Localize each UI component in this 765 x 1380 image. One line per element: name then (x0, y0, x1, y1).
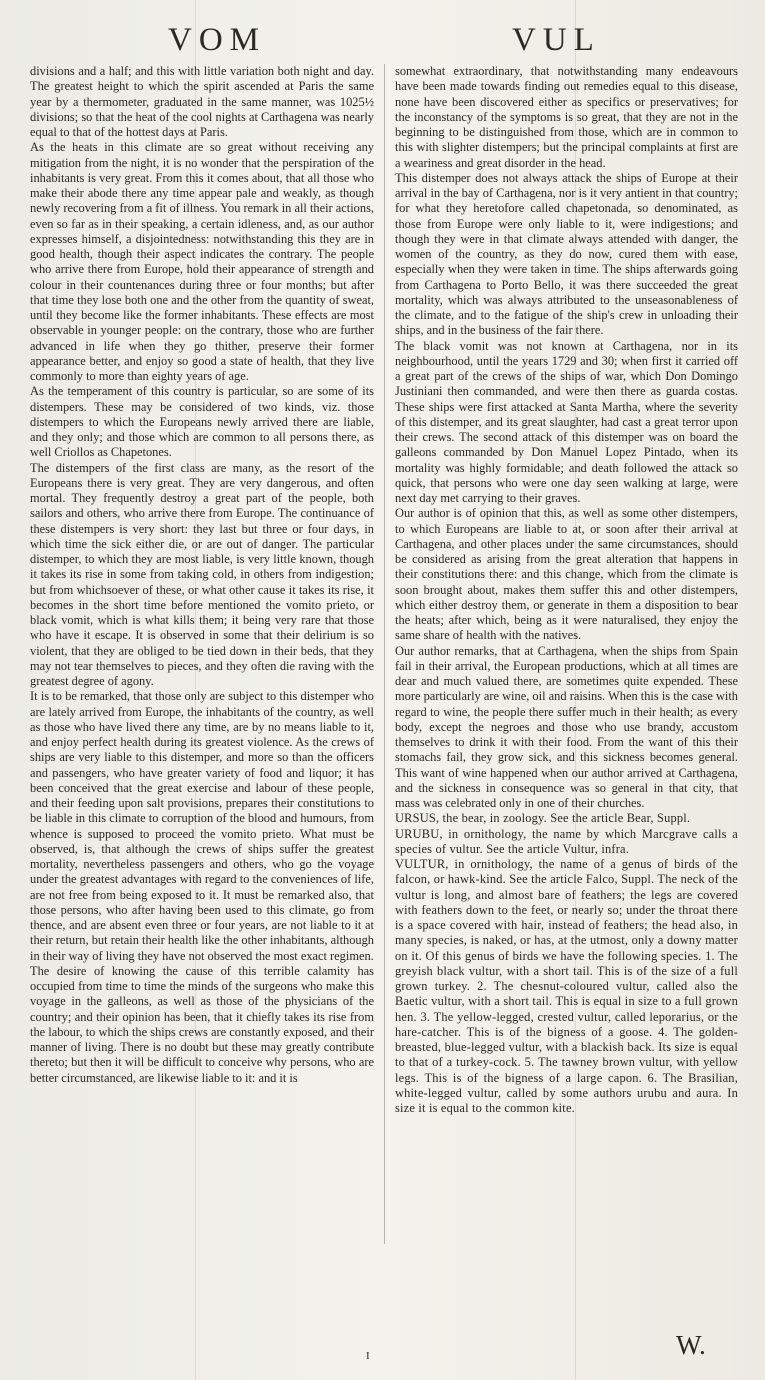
running-head-right: VUL (512, 22, 601, 58)
paragraph: Our author remarks, that at Carthagena, when the ships from Spain fail in their arrival, the European productions, which at all times are dear and much valued there, are sometimes quite expended. These more particularly are wine, oil and raisins. When this is the case with regard to wine, the people there suffer much in their health; as every body, except the negroes and those who use brandy, accustom themselves to drink it with their food. From the want of this their stomachs fail, they grow sick, and this sickness becomes general. This want of wine happened when our author arrived at Carthagena, and the sickness in consequence was so general in that city, that mass was celebrated only in one of their churches. (395, 643, 738, 810)
paragraph: divisions and a half; and this with little variation both night and day. The greatest height to which the spirit ascended at Paris the same year by a thermometer, graduated in the same manner, was 1025½ divisions; so that the heat of the cool nights at Carthagena was nearly equal to that of the hottest days at Paris. (30, 64, 374, 139)
paragraph: The distempers of the first class are many, as the resort of the Europeans there is very great. They are very dangerous, and often mortal. They frequently destroy a great part of the people, both sailors and others, who arrive there from Europe. The continuance of these distempers is very short: they last but three or four days, in which time the sick either die, or are out of danger. The particular distemper, to which they are most liable, is very little known, though it takes its rise in some from taking cold, in others from indigestion; but from whichsoever of these, or what other cause it takes its rise, it becomes in the short time before mentioned the vomito prieto, or black vomit, which is what kills them; it being very rare that those who have it escape. It is observed in some that their delirium is so violent, that they are obliged to be tied down in their beds, that they may not tear themselves to pieces, and they often die raving with the greatest degree of agony. (30, 460, 374, 688)
entry-vultur: VULTUR, in ornithology, the name of a genus of birds of the falcon, or hawk-kind. See the article Falco, Suppl. The neck of the vultur is long, and almost bare of feathers; the legs are covered with feathers down to the feet, or nearly so; under the throat there is a space covered with hair, instead of feathers; the head also, in many species, is naked, or has, at the utmost, only a downy matter on it. Of this genus of birds we have the following species. 1. The greyish black vultur, with a short tail. This is of the size of a full grown turkey. 2. The chesnut-coloured vultur, called also the Baetic vultur, with a short tail. This is equal in size to a full grown hen. 3. The yellow-legged, crested vultur, called leporarius, or the hare-catcher. This is of the bigness of a goose. 4. The golden-breasted, blue-legged vultur, with a blackish back. Its size is equal to that of a turkey-cock. 5. The tawney brown vultur, with yellow legs. This is of the bigness of a large capon. 6. The Brasilian, white-legged vultur, called by some authors urubu and aura. In size it is equal to the common kite. (395, 857, 738, 1115)
catchword: W. (676, 1330, 706, 1360)
paragraph: The desire of knowing the cause of this terrible calamity has occupied from time to time the minds of the surgeons who make this voyage in the galleons, as well as those of the physicians of the country; and their opinion has been, that it chiefly takes its rise from the labour, to which the ships crews are constantly exposed, and their manner of living. There is no doubt but these may greatly contribute thereto; but then it will be difficult to conceive why persons, who are better circumstanced, are likewise liable to it: and it is (30, 963, 374, 1085)
left-column (30, 64, 374, 1086)
paragraph: As the temperament of this country is particular, so are some of its distempers. These may be considered of two kinds, viz. those distempers to which the Europeans newly arrived there are liable, and they only; and those which are common to all persons there, as well Criollos as Chapetones. (30, 384, 374, 460)
column-divider (384, 64, 385, 1244)
paragraph: somewhat extraordinary, that notwithstanding many endeavours have been made towards finding out remedies equal to this disease, none have been discovered either as specifics or preservatives; for the inconstancy of the symptoms is so great, that they are not in the beginning to be distinguished from those, which are in common to this with slighter distempers; but the principal complaints at first are a weariness and great disorder in the head. (395, 64, 738, 170)
entry-urubu: URUBU, in ornithology, the name by which Marcgrave calls a species of vultur. See the article Vultur, infra. (395, 826, 738, 856)
paragraph: The black vomit was not known at Carthagena, nor in its neighbourhood, until the years 1729 and 30; when first it carried off a great part of the crews of the ships of war, which Don Domingo Justiniani then commanded, and were then there as guarda costas. These ships were first attacked at Santa Martha, where the severity of this distemper, and its great slaughter, had cast a great terror upon their crews. The second attack of this distemper was on board the galleons commanded by Don Manuel Lopez Pintado, when its mortality was highly formidable; and death followed the attack so quick, that persons who were one day seen walking at large, were next day met carrying to their graves. (395, 338, 738, 505)
paragraph: Our author is of opinion that this, as well as some other distempers, to which Europeans are liable to at, or soon after their arrival at Carthagena, and other places under the same circumstances, should be considered as arising from the great alteration that happens in their constitutions there: and this change, which from the climate is soon brought about, makes them suffer this and other distempers, which either destroy them, or generate in them a disposition to bear the heats; after which, being as it were naturalised, they enjoy the same share of health with the natives. (395, 506, 738, 643)
entry-ursus: URSUS, the bear, in zoology. See the article Bear, Suppl. (395, 811, 691, 826)
paragraph: This distemper does not always attack the ships of Europe at their arrival in the bay of Carthagena, nor is it very antient in that country; for what they heretofore called chapetonada, so denominated, as those from Europe were only liable to it, were indigestions; and though they were in that climate always attended with danger, the women of the country, as they do now, cured them with ease, especially when they were taken in time. The ships afterwards going from Carthagena to Porto Bello, it was there succeeded the great mortality, which was always attributed to the unseasonableness of the climate, and to the fatigue of the ship's crew in unloading their ships, and in the business of the fair there. (395, 170, 738, 338)
paragraph: As the heats in this climate are so great without receiving any mitigation from the night, it is no wonder that the perspiration of the inhabitants is very great. From this it comes about, that all those who make their abode there any time appear pale and weakly, as though newly recovering from a fit of illness. You remark in all their actions, even so far as in their speaking, a certain idleness, and, as our author expresses himself, a disjointedness: notwithstanding this they are in good health, though their aspect indicates the contrary. The people who arrive there from Europe, hold their appearance of strength and colour in their countenances during three or four months; but after that time they lose both one and the other from the quantity of sweat, until they become like the former inhabitants. These effects are most observable in younger people: on the contrary, those who are further advanced in life when they go thither, preserve their former appearance better, and enjoy so good a state of health, that they live commonly to more than eighty years of age. (30, 140, 374, 383)
paragraph: It is to be remarked, that those only are subject to this distemper who are lately arrived from Europe, the inhabitants of the country, as well as those who have lived there any time, are by no means liable to it, and enjoy perfect health during its greatest violence. As the crews of ships are very liable to this distemper, and more so than the officers and passengers, who have greater variety of food and liquor; it has been conceived that the great exercise and labour of these people, and their feeding upon salt provisions, prepares their constitutions to be liable in this climate to corruption of the blood and humours, from whence is supposed to proceed the vomito prieto. What must be observed, is, that although the crews of ships suffer the greatest mortality, nevertheless passengers and others, who go the voyage under the greatest advantages with regard to the conveniences of life, are not free from being exposed to it. It must be remarked also, that those persons, who after having been used to this climate, go from thence, and are absent even three or four years, are not liable to it at their return, but retain their health like the other inhabitants, although in their way of living they have not observed the most exact regimen. (30, 689, 374, 963)
page-number: I (366, 1350, 370, 1362)
right-column (395, 64, 738, 1116)
running-head-left: VOM (168, 22, 267, 58)
